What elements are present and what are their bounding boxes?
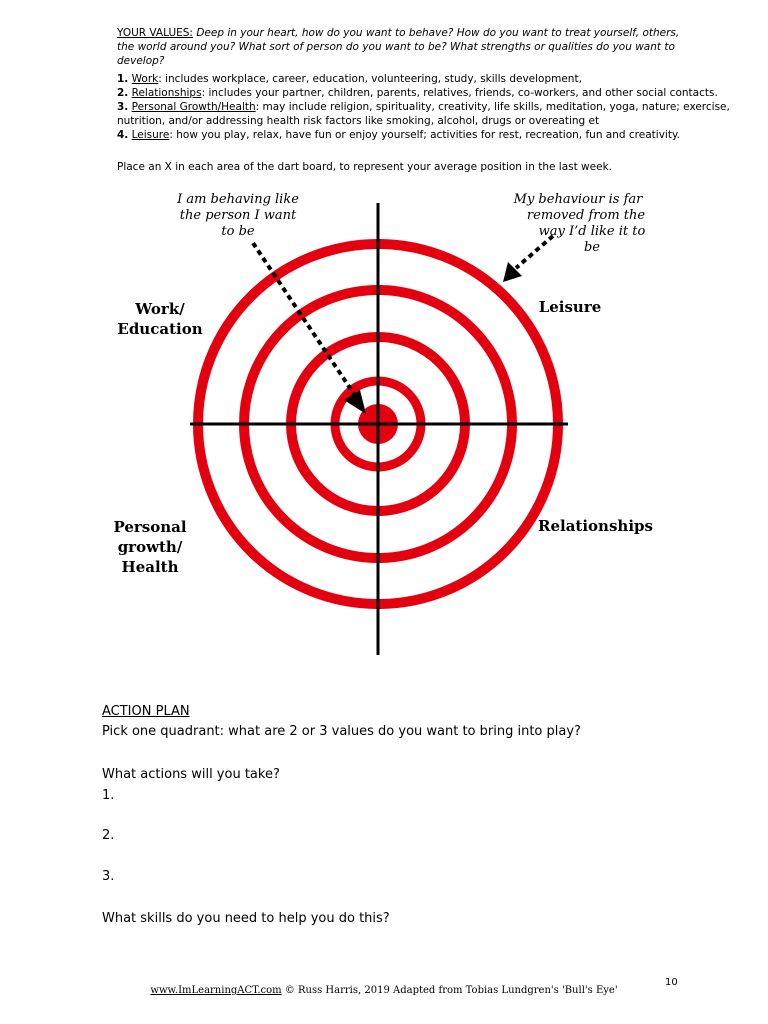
note-far-removed: My behaviour is far removed from the way I’d like it to be (513, 192, 646, 255)
page-number: 10 (665, 977, 678, 988)
action-item-1: 1. (102, 788, 115, 803)
actions-prompt: What actions will you take? (102, 767, 280, 782)
action-plan-heading: ACTION PLAN (102, 704, 190, 719)
quadrant-personal-growth: Personal growth/ Health (113, 518, 187, 576)
area-label: Work (131, 73, 159, 85)
quadrant-work-education: Work/ Education (117, 300, 203, 338)
area-work: 1. Work: includes workplace, career, education, volunteering, study, skills development, (117, 73, 582, 85)
area-personal-growth: 3. Personal Growth/Health: may include religion, spirituality, creativity, life skills, meditation, yoga, nature; exercise, (117, 101, 730, 113)
skills-prompt: What skills do you need to help you do this? (102, 911, 390, 926)
quadrant-leisure: Leisure (538, 298, 602, 316)
note-behaving-like: I am behaving like the person I want to be (177, 192, 299, 239)
action-item-2: 2. (102, 828, 115, 843)
footer-link[interactable]: www.ImLearningACT.com (150, 985, 282, 996)
pick-quadrant-prompt: Pick one quadrant: what are 2 or 3 values do you want to bring into play? (102, 724, 581, 739)
arrow-right-head (503, 262, 522, 282)
footer (0, 985, 768, 996)
values-heading: YOUR VALUES: (117, 27, 193, 39)
quadrant-relationships: Relationships (538, 517, 653, 535)
footer-credit: © Russ Harris, 2019 Adapted from Tobias Lundgren's 'Bull's Eye' (281, 985, 618, 996)
area-label: Leisure (131, 129, 170, 141)
values-intro-text: Deep in your heart, how do you want to behave? How do you want to treat yourself, others, the world around you? What sort of person do you want to be? What strengths or qualities do you want to develop? (117, 27, 680, 67)
area-personal-growth-cont: nutrition, and/or addressing health risk factors like smoking, alcohol, drugs or overeating et (117, 115, 600, 127)
area-relationships: 2. Relationships: includes your partner, children, parents, relatives, friends, co-workers, and other social contacts. (117, 87, 718, 99)
area-label: Relationships (131, 87, 202, 99)
area-label: Personal Growth/Health (131, 101, 256, 113)
action-item-3: 3. (102, 869, 115, 884)
area-leisure: 4. Leisure: how you play, relax, have fun or enjoy yourself; activities for rest, recreation, fun and creativity. (117, 129, 680, 141)
instruction-text: Place an X in each area of the dart board, to represent your average position in the last week. (117, 161, 612, 173)
